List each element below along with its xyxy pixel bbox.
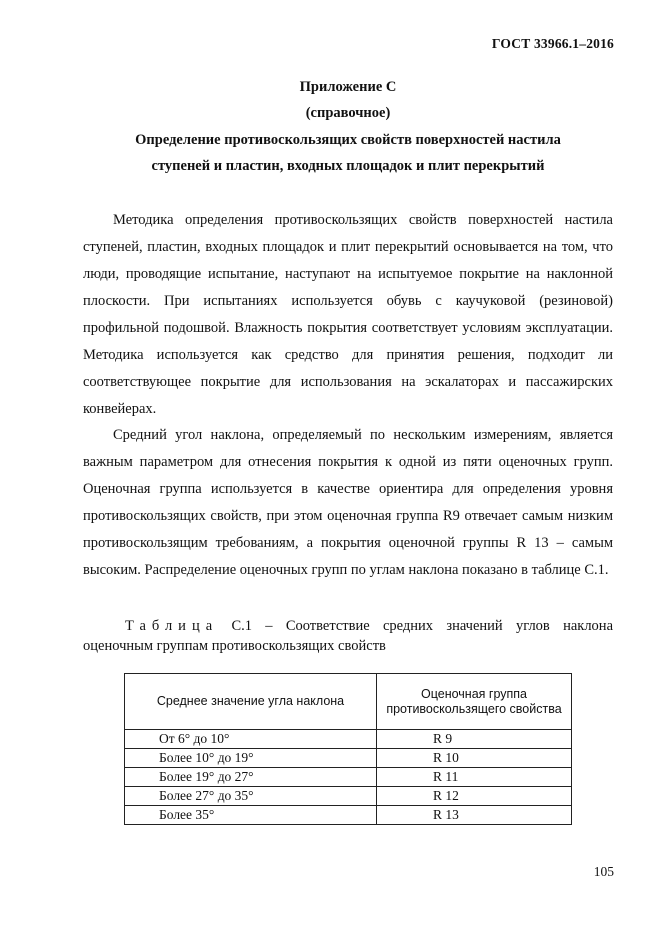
page-number: 105 <box>593 864 614 879</box>
cell-group: R 11 <box>377 768 572 787</box>
slip-resistance-table <box>124 673 572 825</box>
header-group: Оценочная группа противоскользящего свойства <box>377 674 572 730</box>
cell-group: R 10 <box>377 749 572 768</box>
header-angle: Среднее значение угла наклона <box>125 674 377 730</box>
table-row <box>125 749 572 768</box>
table-row <box>125 806 572 825</box>
appendix-title: Приложение С <box>299 79 397 95</box>
table-row <box>125 768 572 787</box>
table-caption <box>83 616 613 656</box>
cell-angle: От 6° до 10° <box>125 730 377 749</box>
table-row <box>125 787 572 806</box>
cell-angle: Более 35° <box>125 806 377 825</box>
table-header-row <box>125 674 572 730</box>
cell-group: R 9 <box>377 730 572 749</box>
cell-group: R 13 <box>377 806 572 825</box>
appendix-heading-line2: ступеней и пластин, входных площадок и плит перекрытий <box>151 158 545 174</box>
paragraph-angle: Средний угол наклона, определяемый по нескольким измерениям, является важным параметром для отнесения покрытия к одной из пяти оценочных групп. Оценочная группа используется в качестве ориентира для определения уровня противоскользящих свойств, при этом оценочная группа R9 отвечает самым низким противоскользящим требованиям, а покрытия оценочной группы R 13 – самым высоким. Распределение оценочных групп по углам наклона показано в таблице С.1. <box>83 427 613 578</box>
standard-code: ГОСТ 33966.1–2016 <box>491 36 614 51</box>
table-caption-text: С.1 – Соответствие средних значений углов наклона оценочным группам противоскользящих свойств <box>83 618 613 654</box>
appendix-heading-line1: Определение противоскользящих свойств поверхностей настила <box>135 132 561 148</box>
cell-angle: Более 10° до 19° <box>125 749 377 768</box>
table-row <box>125 730 572 749</box>
cell-angle: Более 27° до 35° <box>125 787 377 806</box>
appendix-type: (справочное) <box>305 105 391 121</box>
table-caption-label: Таблица <box>125 618 219 634</box>
cell-angle: Более 19° до 27° <box>125 768 377 787</box>
paragraph-method: Методика определения противоскользящих свойств поверхностей настила ступеней, пластин, входных площадок и плит перекрытий основывается на том, что люди, проводящие испытание, наступают на испытуемое покрытие на наклонной плоскости. При испытаниях используется обувь с каучуковой (резиновой) профильной подошвой. Влажность покрытия соответствует условиям эксплуатации. Методика используется как средство для принятия решения, подходит ли соответствующее покрытие для использования на эскалаторах и пассажирских конвейерах. <box>83 212 613 417</box>
cell-group: R 12 <box>377 787 572 806</box>
